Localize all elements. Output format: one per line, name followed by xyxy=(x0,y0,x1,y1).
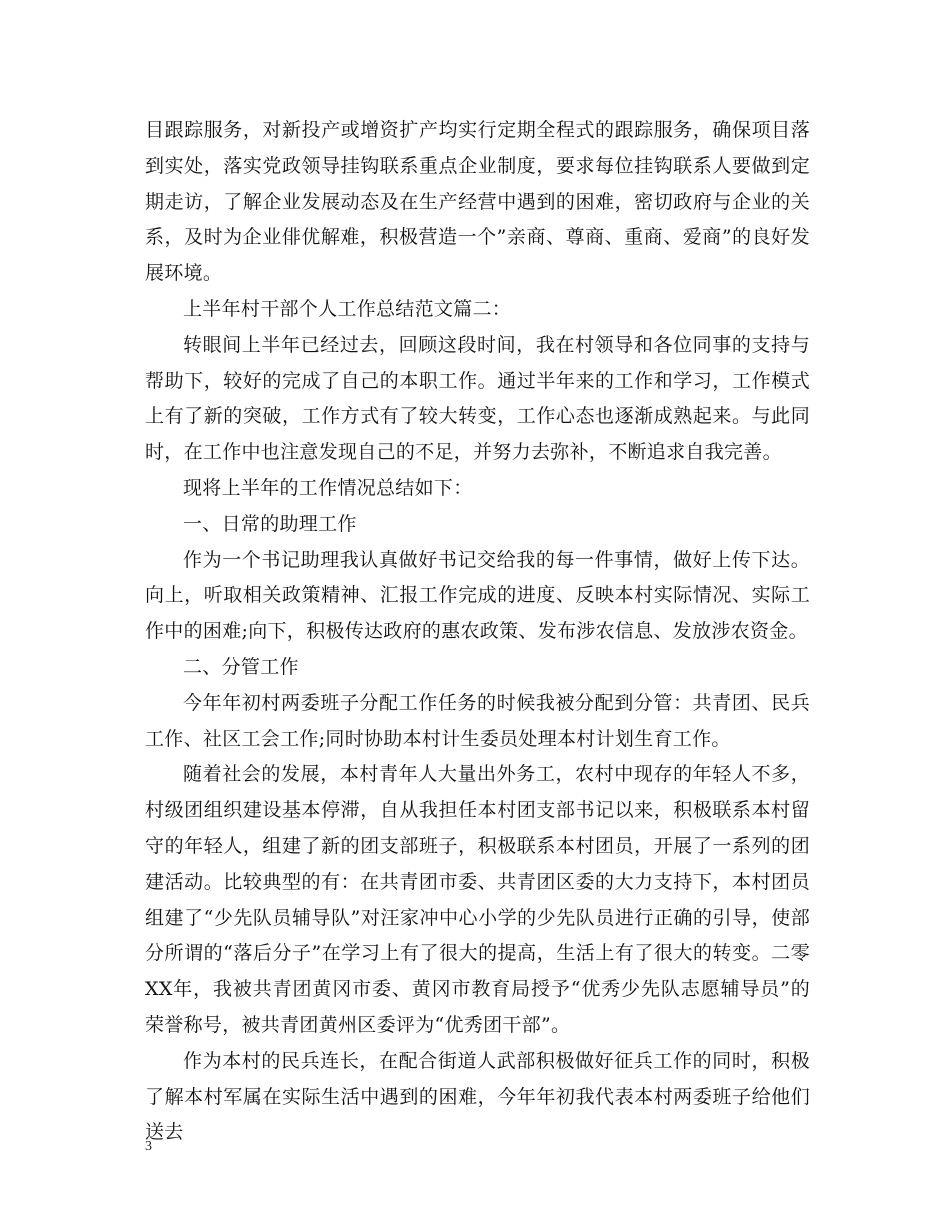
section-heading-managed-work: 二、分管工作 xyxy=(183,655,299,678)
document-body xyxy=(145,113,810,1151)
paragraph-summary-lead: 现将上半年的工作情况总结如下： xyxy=(183,476,473,499)
paragraph-intro: 转眼间上半年已经过去，回顾这段时间，我在村领导和各位同事的支持与帮助下，较好的完成了自己的本职工作。通过半年来的工作和学习，工作模式上有了新的突破，工作方式有了较大转变，工作心态也逐渐成熟起来。与此同时，在工作中也注意发现自己的不足，并努力去弥补，不断追求自我完善。 xyxy=(145,333,810,464)
paragraph-assignment: 今年年初村两委班子分配工作任务的时候我被分配到分管：共青团、民兵工作、社区工会工作;同时协助本村计生委员处理本村计划生育工作。 xyxy=(145,691,810,750)
paragraph-militia: 作为本村的民兵连长，在配合街道人武部积极做好征兵工作的同时，积极了解本村军属在实际生活中遇到的困难，今年年初我代表本村两委班子给他们送去 xyxy=(145,1049,810,1144)
page-number: 3 xyxy=(145,1139,152,1154)
section-heading-daily-work: 一、日常的助理工作 xyxy=(183,512,357,535)
paragraph-daily-work: 作为一个书记助理我认真做好书记交给我的每一件事情，做好上传下达。向上，听取相关政策精神、汇报工作完成的进度、反映本村实际情况、实际工作中的困难;向下，积极传达政府的惠农政策、发布涉农信息、发放涉农资金。 xyxy=(145,548,810,643)
paragraph-continuation: 目跟踪服务，对新投产或增资扩产均实行定期全程式的跟踪服务，确保项目落到实处，落实党政领导挂钩联系重点企业制度，要求每位挂钩联系人要做到定期走访，了解企业发展动态及在生产经营中遇到的困难，密切政府与企业的关系，及时为企业俳优解难，积极营造一个”亲商、尊商、重商、爱商”的良好发展环境。 xyxy=(145,119,810,285)
section-heading-article-two: 上半年村干部个人工作总结范文篇二： xyxy=(183,297,512,320)
paragraph-youth-league: 随着社会的发展，本村青年人大量出外务工，农村中现存的年轻人不多，村级团组织建设基本停滞，自从我担任本村团支部书记以来，积极联系本村留守的年轻人，组建了新的团支部班子，积极联系本村团员，开展了一系列的团建活动。比较典型的有：在共青团市委、共青团区委的大力支持下，本村团员组建了“少先队员辅导队”对汪家冲中心小学的少先队员进行正确的引导，使部分所谓的“落后分子”在学习上有了很大的提高，生活上有了很大的转变。二零XX年，我被共青团黄冈市委、黄冈市教育局授予“优秀少先队志愿辅导员”的荣誉称号，被共青团黄州区委评为“优秀团干部”。 xyxy=(145,763,810,1036)
